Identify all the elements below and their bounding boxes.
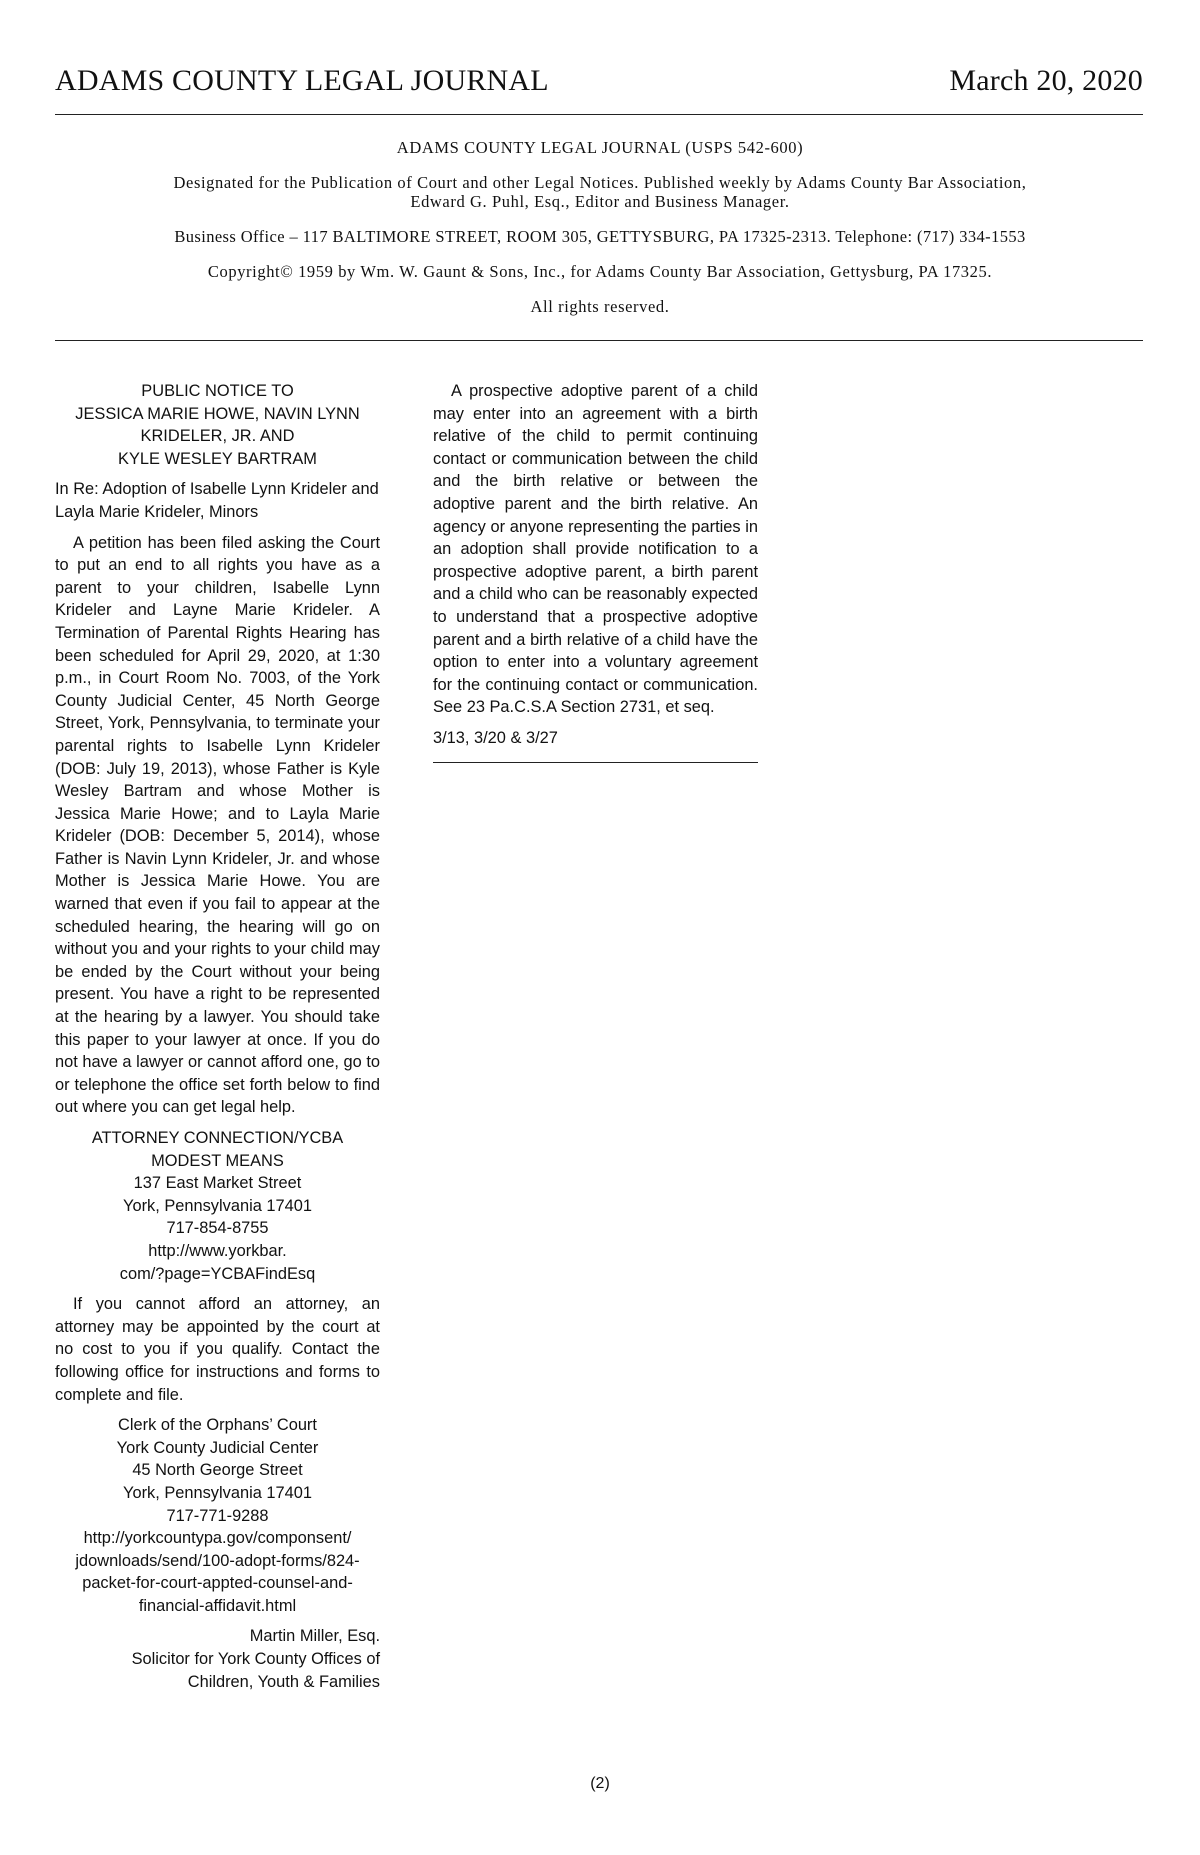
clerk-line: 45 North George Street [132, 1461, 303, 1480]
notice-title-line: KYLE WESLEY BARTRAM [118, 449, 317, 468]
notice-end-rule [433, 762, 758, 763]
clerk-url-line: http://yorkcountypa.gov/componsent/ [83, 1529, 352, 1548]
petition-paragraph: A petition has been filed asking the Court to put an end to all rights you have as a parent to your children, Isabelle Lynn Krideler and Layne Marie Krideler. A Termination of Parental Rights Hearing has been scheduled for April 29, 2020, at 1:30 p.m., in Court Room No. 7003, of the York County Judicial Center, 45 North George Street, York, Pennsylvania, to terminate your parental rights to Isabelle Lynn Krideler (DOB: July 19, 2013), whose Father is Kyle Wesley Bartram and whose Mother is Jessica Marie Howe; and to Layla Marie Krideler (DOB: December 5, 2014), whose Father is Navin Lynn Krideler, Jr. and whose Mother is Jessica Marie Howe. You are warned that even if you fail to appear at the scheduled hearing, the hearing will go on without you and your rights to your child may be ended by the Court without your being present. You have a right to be represented at the hearing by a lawyer. You should take this paper to your lawyer at once. If you do not have a lawyer or cannot afford one, go to or telephone the office set forth below to find out where you can get legal help. [55, 533, 380, 1117]
run-dates: 3/13, 3/20 & 3/27 [433, 728, 558, 747]
masthead-title: ADAMS COUNTY LEGAL JOURNAL (USPS 542-600) [396, 138, 804, 157]
attorney-connection-block [55, 1127, 380, 1285]
page-number: (2) [590, 1775, 610, 1792]
attorney-connection-line: MODEST MEANS [151, 1151, 284, 1170]
signature-line: Martin Miller, Esq. [249, 1627, 380, 1646]
notice-title-line: KRIDELER, JR. AND [140, 427, 295, 446]
clerk-line: York, Pennsylvania 17401 [123, 1483, 312, 1502]
attorney-connection-line: 137 East Market Street [133, 1174, 302, 1193]
masthead [100, 138, 1100, 316]
masthead-publication-line-1: Designated for the Publication of Court and other Legal Notices. Published weekly by Adams County Bar Association, [173, 173, 1027, 192]
masthead-rule [55, 340, 1143, 341]
masthead-business-office: Business Office – 117 BALTIMORE STREET, ROOM 305, GETTYSBURG, PA 17325-2313. Telephone: (717) 334-1553 [174, 227, 1026, 246]
clerk-line: York County Judicial Center [116, 1438, 319, 1457]
signature-line: Solicitor for York County Offices of [131, 1650, 380, 1669]
clerk-url-line: jdownloads/send/100-adopt-forms/824- [75, 1551, 360, 1570]
notice-title [55, 380, 380, 470]
right-column [433, 380, 758, 763]
in-re-caption: In Re: Adoption of Isabelle Lynn Krideler and Layla Marie Krideler, Minors [55, 480, 379, 521]
masthead-rights: All rights reserved. [530, 297, 670, 316]
masthead-publication-line-2: Edward G. Puhl, Esq., Editor and Business Manager. [410, 192, 790, 211]
attorney-connection-line: York, Pennsylvania 17401 [123, 1196, 312, 1215]
attorney-connection-phone: 717-854-8755 [166, 1219, 269, 1238]
signature-line: Children, Youth & Families [187, 1672, 380, 1691]
masthead-publication [100, 173, 1100, 211]
afford-paragraph: If you cannot afford an attorney, an attorney may be appointed by the court at no cost to you if you qualify. Contact the following office for instructions and forms to complete and file. [55, 1295, 380, 1404]
clerk-url-line: financial-affidavit.html [138, 1596, 297, 1615]
attorney-connection-url-line: http://www.yorkbar. [148, 1241, 287, 1260]
header-rule [55, 114, 1143, 115]
clerk-block [55, 1414, 380, 1617]
attorney-connection-line: ATTORNEY CONNECTION/YCBA [91, 1129, 344, 1147]
clerk-line: Clerk of the Orphans’ Court [118, 1416, 317, 1435]
masthead-copyright: Copyright© 1959 by Wm. W. Gaunt & Sons, Inc., for Adams County Bar Association, Gettysburg, PA 17325. [207, 262, 993, 281]
left-column [55, 380, 380, 1693]
clerk-phone: 717-771-9288 [166, 1506, 269, 1525]
journal-title: ADAMS COUNTY LEGAL JOURNAL [55, 64, 549, 97]
notice-title-line: JESSICA MARIE HOWE, NAVIN LYNN [75, 404, 360, 423]
adoptive-paragraph: A prospective adoptive parent of a child may enter into an agreement with a birth relative of the child to permit continuing contact or communication between the child and the birth relative or between the adoptive parent and the birth relative. An agency or anyone representing the parties in an adoption shall provide notification to a prospective adoptive parent, a birth parent and a child who can be reasonably expected to understand that a prospective adoptive parent and a birth relative of a child have the option to enter into a voluntary agreement for the continuing contact or communication. See 23 Pa.C.S.A Section 2731, et seq. [433, 382, 758, 717]
running-head [55, 64, 1143, 108]
signature-block [55, 1625, 380, 1693]
issue-date: March 20, 2020 [949, 64, 1143, 97]
attorney-connection-url-line: com/?page=YCBAFindEsq [119, 1264, 316, 1283]
clerk-url-line: packet-for-court-appted-counsel-and- [82, 1574, 353, 1593]
notice-title-line: PUBLIC NOTICE TO [141, 382, 294, 400]
